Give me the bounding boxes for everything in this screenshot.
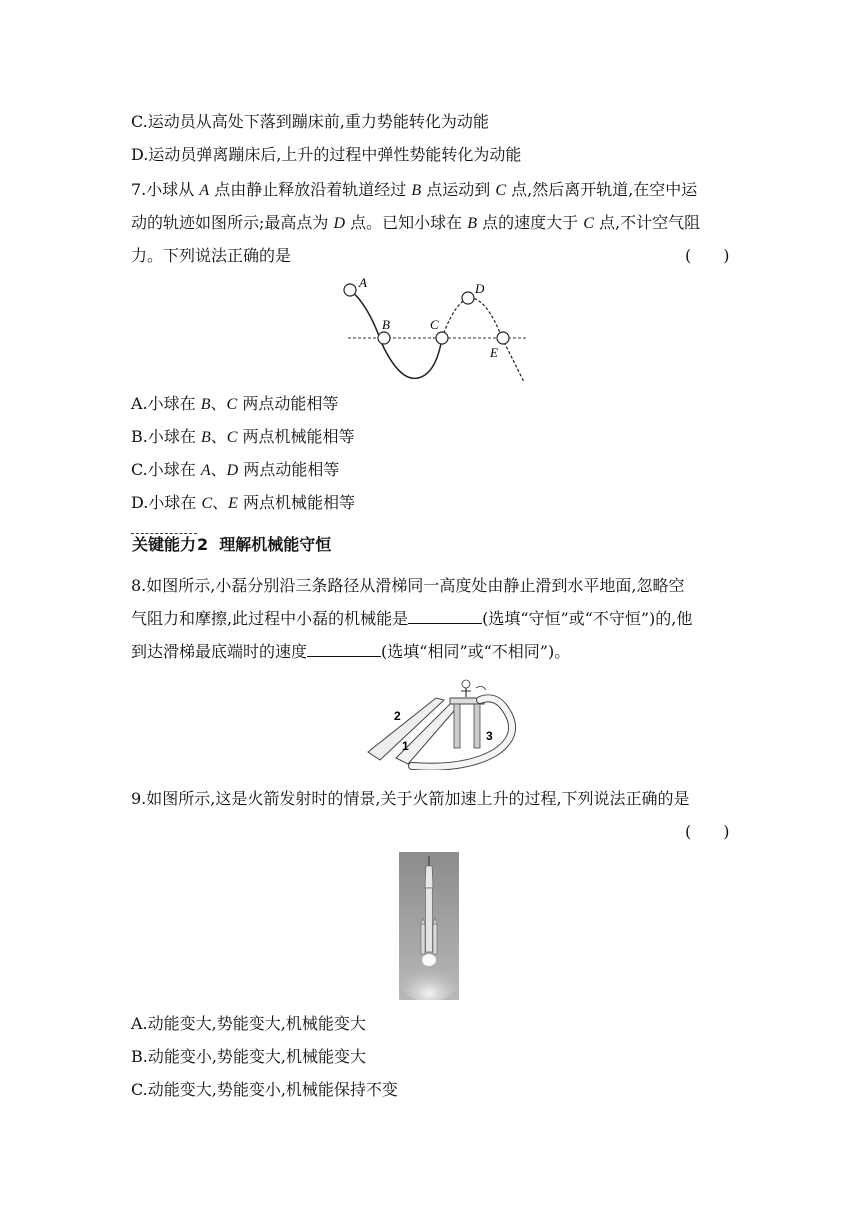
q7-option-b: B.小球在 B、C 两点机械能相等 [131,427,355,446]
section-heading [131,533,331,556]
label-slide-2: 2 [394,709,401,723]
rocket-booster-right [433,924,437,954]
q6-option-c: C.运动员从高处下落到蹦床前,重力势能转化为动能 [131,112,489,131]
q8-blank-1[interactable] [408,609,482,624]
q7-option-a: A.小球在 B、C 两点动能相等 [131,394,339,413]
section-badge: 关键能力 [132,535,197,554]
q8-blank-2[interactable] [307,642,381,657]
q9-option-b: B.动能变小,势能变大,机械能变大 [131,1047,367,1066]
track-curve [350,290,442,378]
label-slide-1: 1 [402,739,409,753]
engine-flame [422,954,436,966]
support-pole-left [454,704,460,748]
label-b: B [382,317,390,332]
ball-e [497,332,509,344]
flight-path-dashed [442,298,502,338]
q8-stem-line2: 气阻力和摩擦,此过程中小磊的机械能是 (选填“守恒”或“不守恒”)的,他 [131,609,693,628]
section-title: 理解机械能守恒 [219,535,332,554]
rocket-booster-left [421,924,425,954]
q9-stem-line1: 9.如图所示,这是火箭发射时的情景,关于火箭加速上升的过程,下列说法正确的是 [131,789,690,808]
q7-option-c: C.小球在 A、D 两点动能相等 [131,460,340,479]
support-pole-right [474,704,480,748]
q6-option-d: D.运动员弹离蹦床后,上升的过程中弹性势能转化为动能 [131,145,522,164]
label-e: E [490,345,498,360]
q7-stem-line1: 7.小球从 A 点由静止释放沿着轨道经过 B 点运动到 C 点,然后离开轨道,在空中运 [131,180,698,199]
ball-c [436,332,448,344]
section-number: 2 [197,535,209,554]
q9-option-c: C.动能变大,势能变小,机械能保持不变 [131,1080,398,1099]
label-d: D [475,281,485,296]
label-slide-3: 3 [486,729,493,743]
q7-stem-line2: 动的轨迹如图所示;最高点为 D 点。已知小球在 B 点的速度大于 C 点,不计空气阻 [131,213,701,232]
q8-stem-line1: 8.如图所示,小磊分别沿三条路径从滑梯同一高度处由静止滑到水平地面,忽略空 [131,576,685,595]
q9-option-a: A.动能变大,势能变大,机械能变大 [131,1014,366,1033]
label-c: C [430,317,439,332]
label-a: A [359,275,367,290]
rocket-core-stage [426,888,433,952]
ball-d [462,292,474,304]
q7-answer-bracket: ( ) [685,246,730,265]
rocket-fairing [425,866,433,888]
track-figure [340,274,530,386]
q7-stem-line3: 力。下列说法正确的是 [131,246,292,265]
q8-stem-line3: 到达滑梯最底端时的速度 (选填“相同”或“不相同”)。 [131,642,571,661]
child-head [462,680,470,688]
flight-path-continued [502,338,524,382]
rail-handle [476,686,486,690]
ball-a [344,284,356,296]
rocket-photo [399,852,459,1000]
slide-figure [366,674,536,770]
q7-option-d: D.小球在 C、E 两点机械能相等 [131,493,356,512]
ball-b [378,332,390,344]
q9-answer-bracket: ( ) [685,822,730,841]
